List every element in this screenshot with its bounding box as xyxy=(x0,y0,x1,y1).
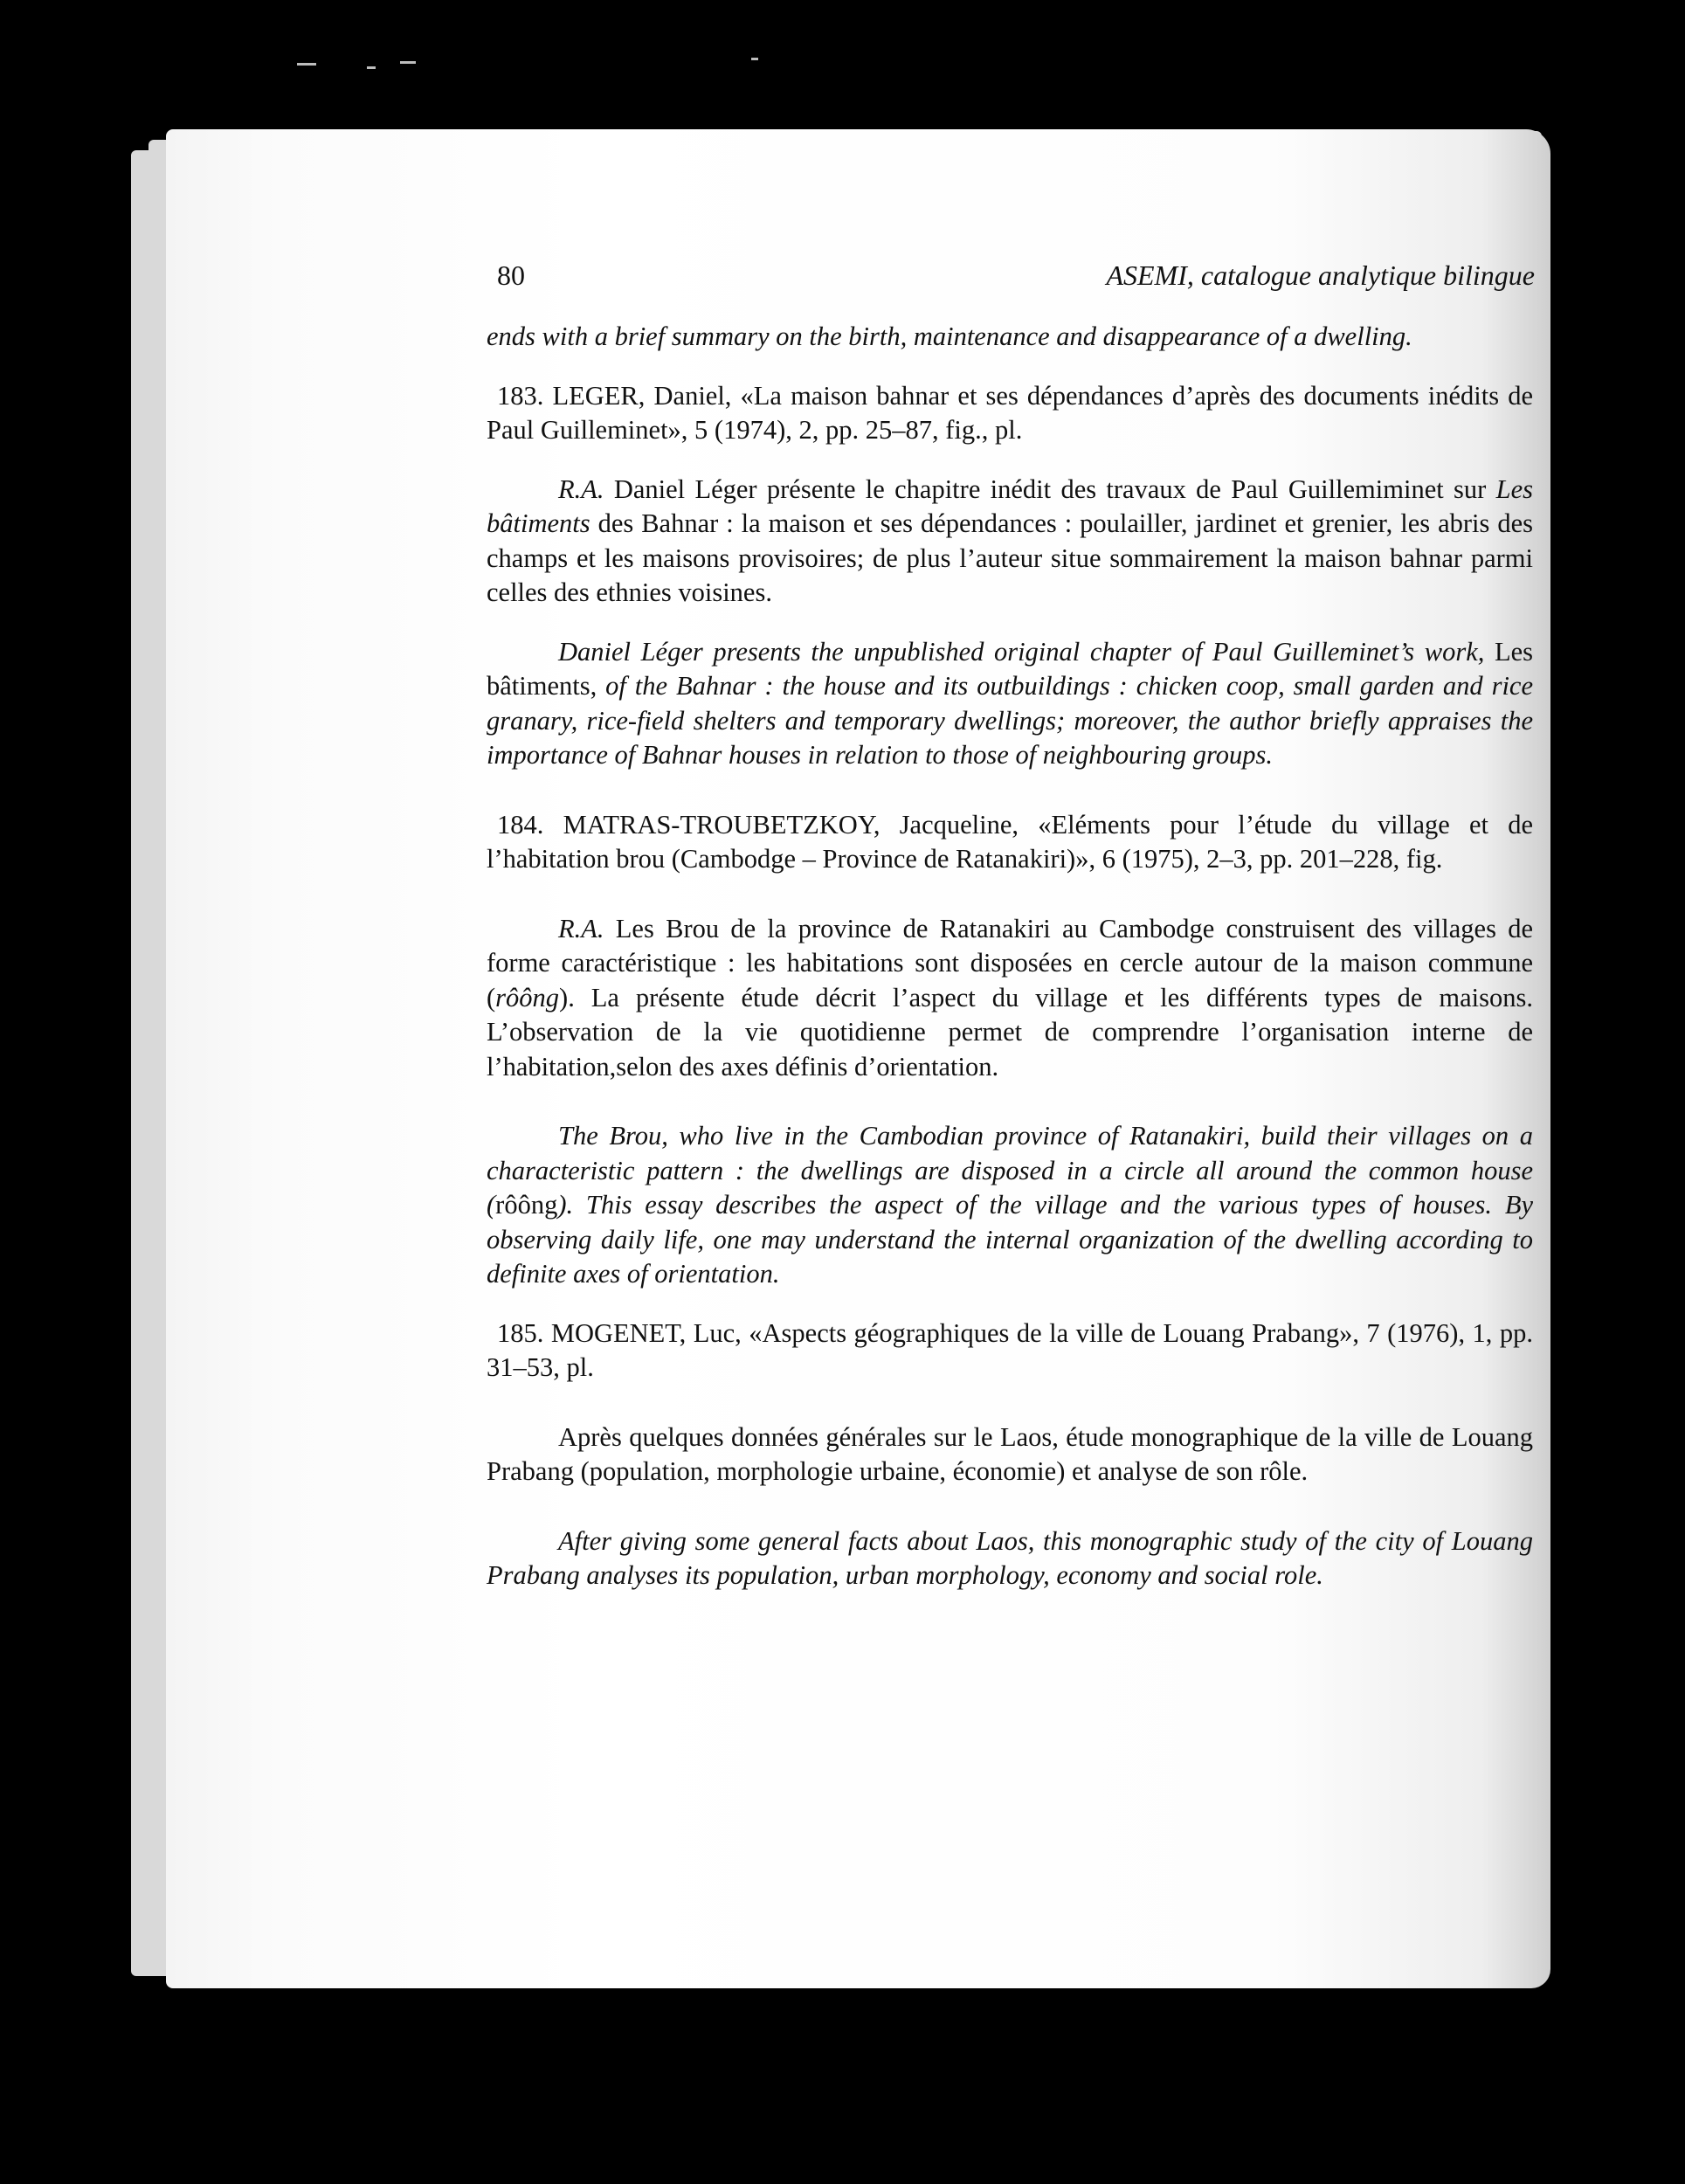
author-abstract-label: R.A. xyxy=(558,913,604,943)
summary-text: The Brou, who live in the Cambodian province of Ratanakiri, build their villages on a characteristic pattern : the dwellings are disposed in a circle all around the common house ( xyxy=(487,1121,1533,1220)
entry-184-summary-fr xyxy=(487,912,1533,1085)
vernacular-term: rôông xyxy=(495,982,560,1013)
page-number: 80 xyxy=(497,259,525,291)
summary-text: ). This essay describes the aspect of the village and the various types of houses. By observing daily life, one may understand the internal organization of the dwelling according to definite axes of orientation. xyxy=(487,1190,1533,1289)
summary-text: Daniel Léger présente le chapitre inédit des travaux de Paul Guillemiminet sur xyxy=(613,473,1487,504)
work-title: Les bâtiments xyxy=(487,473,1534,538)
entry-185-summary-fr: Après quelques données générales sur le Laos, étude monographique de la ville de Louang Prabang (population, morphologie urbaine, économie) et analyse de son rôle. xyxy=(487,1421,1533,1486)
entry-183-summary-fr xyxy=(487,473,1533,611)
summary-text: Les Brou de la province de Ratanakiri au Cambodge construisent des villages de forme caractéristique : les habitations sont disposées en cercle autour de la maison commune ( xyxy=(487,913,1534,1013)
text-column xyxy=(487,320,1533,1593)
entry-citation: LEGER, Daniel, «La maison bahnar et ses dépendances d’après des documents inédits de Paul Guilleminet», 5 (1974), 2, pp. 25–87, fig., pl. xyxy=(487,380,1533,445)
entry-183-summary-en xyxy=(487,635,1533,773)
entry-citation: MATRAS-TROUBETZKOY, Jacqueline, «Eléments pour l’étude du village et de l’habitation brou (Cambodge – Province de Ratanakiri)», 6 (1975), 2–3, pp. 201–228, fig. xyxy=(487,809,1534,874)
entry-183-citation xyxy=(487,379,1533,448)
summary-text: ). La présente étude décrit l’aspect du village et les différents types de maisons. L’observation de la vie quotidienne permet de comprendre l’organisation interne de l’habitation,selon des axes définis d’orientation. xyxy=(487,982,1533,1082)
entry-number: 183. xyxy=(497,380,544,411)
scan-specks xyxy=(297,54,786,80)
entry-citation: MOGENET, Luc, «Aspects géographiques de la ville de Louang Prabang», 7 (1976), 1, pp. 31–53, pl. xyxy=(487,1317,1534,1382)
running-head xyxy=(312,259,1535,301)
scan-speck xyxy=(297,63,316,66)
entry-184-citation xyxy=(487,808,1533,877)
entry-number: 184. xyxy=(497,809,544,840)
work-title: Les bâtiments, xyxy=(487,636,1534,701)
scan-speck xyxy=(367,66,376,69)
running-title: ASEMI, catalogue analytique bilingue xyxy=(1106,259,1535,291)
summary-text: des Bahnar : la maison et ses dépendances : poulailler, jardinet et grenier, les abris des champs et les maisons provisoires; de plus l’auteur situe sommairement la maison bahnar parmi celles des ethnies voisines. xyxy=(487,508,1533,607)
entry-185-citation xyxy=(487,1317,1533,1386)
page-text xyxy=(312,259,1535,1618)
entry-184-summary-en xyxy=(487,1119,1533,1292)
scan-speck xyxy=(400,61,416,64)
summary-text: Daniel Léger presents the unpublished original chapter of Paul Guilleminet’s work, xyxy=(558,636,1485,667)
continuation-paragraph: ends with a brief summary on the birth, maintenance and disappearance of a dwelling. xyxy=(487,321,1412,351)
author-abstract-label: R.A. xyxy=(558,473,604,504)
vernacular-term: rôông xyxy=(495,1190,558,1220)
summary-text: of the Bahnar : the house and its outbuildings : chicken coop, small garden and rice granary, rice-field shelters and temporary dwellings; moreover, the author briefly appraises the importance of Bahnar houses in relation to those of neighbouring groups. xyxy=(487,671,1534,770)
entry-185-summary-en: After giving some general facts about Laos, this monographic study of the city of Louang Prabang analyses its population, urban morphology, economy and social role. xyxy=(487,1525,1533,1590)
scan-speck xyxy=(751,58,758,60)
entry-number: 185. xyxy=(497,1317,544,1348)
